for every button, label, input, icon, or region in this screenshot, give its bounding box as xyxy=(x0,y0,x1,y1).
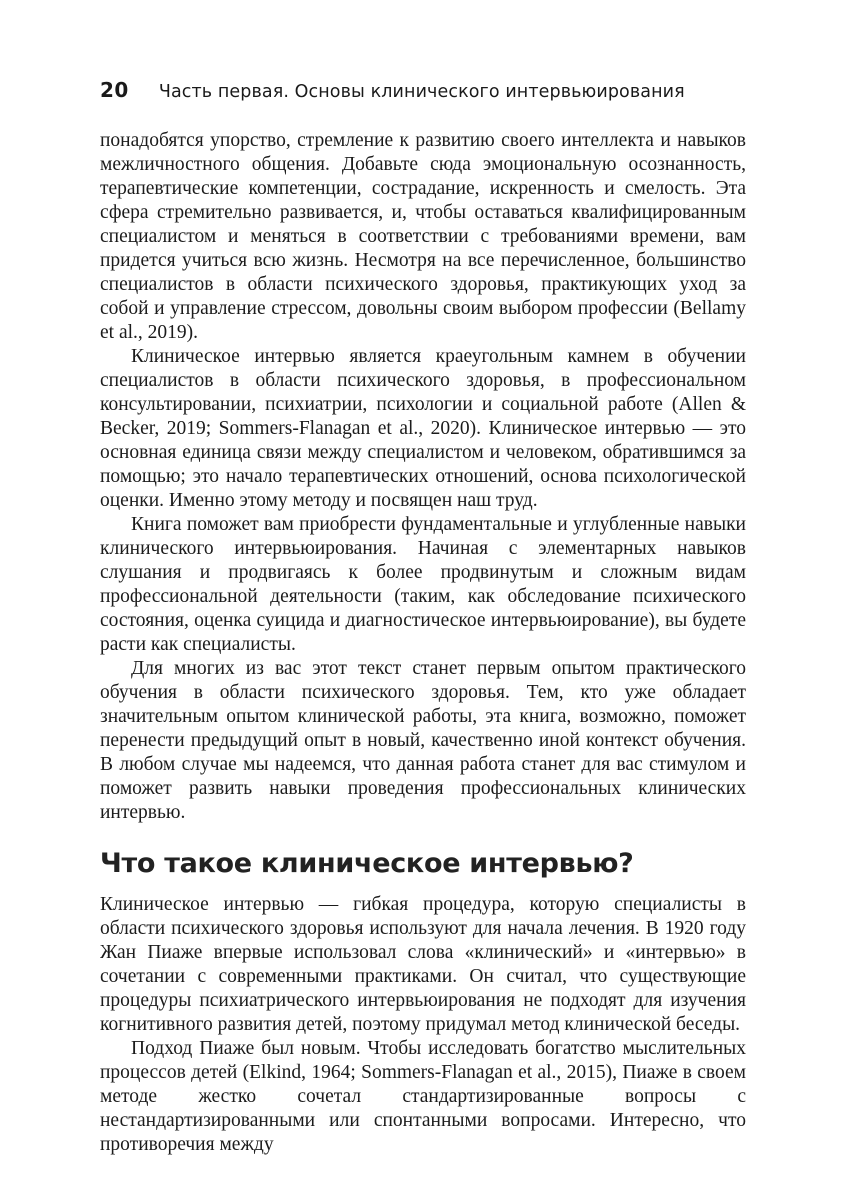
section-heading: Что такое клиническое интервью? xyxy=(100,848,634,879)
body-paragraph: Клиническое интервью — гибкая процедура, которую специалисты в области психического здоровья используют для начала лечения. В 1920 году Жан Пиаже впервые использовал слова «клинический» и «интервью» в сочетании с современными практиками. Он считал, что существующие процедуры психиатрического интервьюирования не подходят для изучения когнитивного развития детей, поэтому придумал метод клинической беседы. xyxy=(100,894,746,1035)
page-number: 20 xyxy=(100,78,129,102)
body-paragraph: понадобятся упорство, стремление к развитию своего интеллекта и навыков межличностного общения. Добавьте сюда эмоциональную осознанность, терапевтические компетенции, сострадание, искренность и смелость. Эта сфера стремительно развивается, и, чтобы оставаться квалифицированным специалистом и меняться в соответствии с требованиями времени, вам придется учиться всю жизнь. Несмотря на все перечисленное, большинство специалистов в области психического здоровья, практикующих уход за собой и управление стрессом, довольны своим выбором профессии (Bellamy et al., 2019). xyxy=(100,130,746,343)
body-paragraph: Клиническое интервью является краеугольным камнем в обучении специалистов в области психического здоровья, в профессиональном консультировании, психиатрии, психологии и социальной работе (Allen & Becker, 2019; Sommers-Flanagan et al., 2020). Клиническое интервью — это основная единица связи между специалистом и человеком, обратившимся за помощью; это начало терапевтических отношений, основа психологической оценки. Именно этому методу и посвящен наш труд. xyxy=(100,346,746,511)
page-header xyxy=(100,78,749,102)
body-paragraph: Книга поможет вам приобрести фундаментальные и углубленные навыки клинического интервьюирования. Начиная с элементарных навыков слушания и продвигаясь к более продвинутым и сложным видам профессиональной деятельности (таким, как обследование психического состояния, оценка суицида и диагностическое интервьюирование), вы будете расти как специалисты. xyxy=(100,514,746,655)
body-paragraph: Для многих из вас этот текст станет первым опытом практического обучения в области психического здоровья. Тем, кто уже обладает значительным опытом клинической работы, эта книга, возможно, поможет перенести предыдущий опыт в новый, качественно иной контекст обучения. В любом случае мы надеемся, что данная работа станет для вас стимулом и поможет развить навыки проведения профессиональных клинических интервью. xyxy=(100,658,746,823)
body-paragraph: Подход Пиаже был новым. Чтобы исследовать богатство мыслительных процессов детей (Elkind, 1964; Sommers-Flanagan et al., 2015), Пиаже в своем методе жестко сочетал стандартизированные вопросы с нестандартизированными или спонтанными вопросами. Интересно, что противоречия между xyxy=(100,1038,746,1155)
running-title: Часть первая. Основы клинического интервьюирования xyxy=(158,82,685,102)
body-text-column xyxy=(100,129,746,1157)
